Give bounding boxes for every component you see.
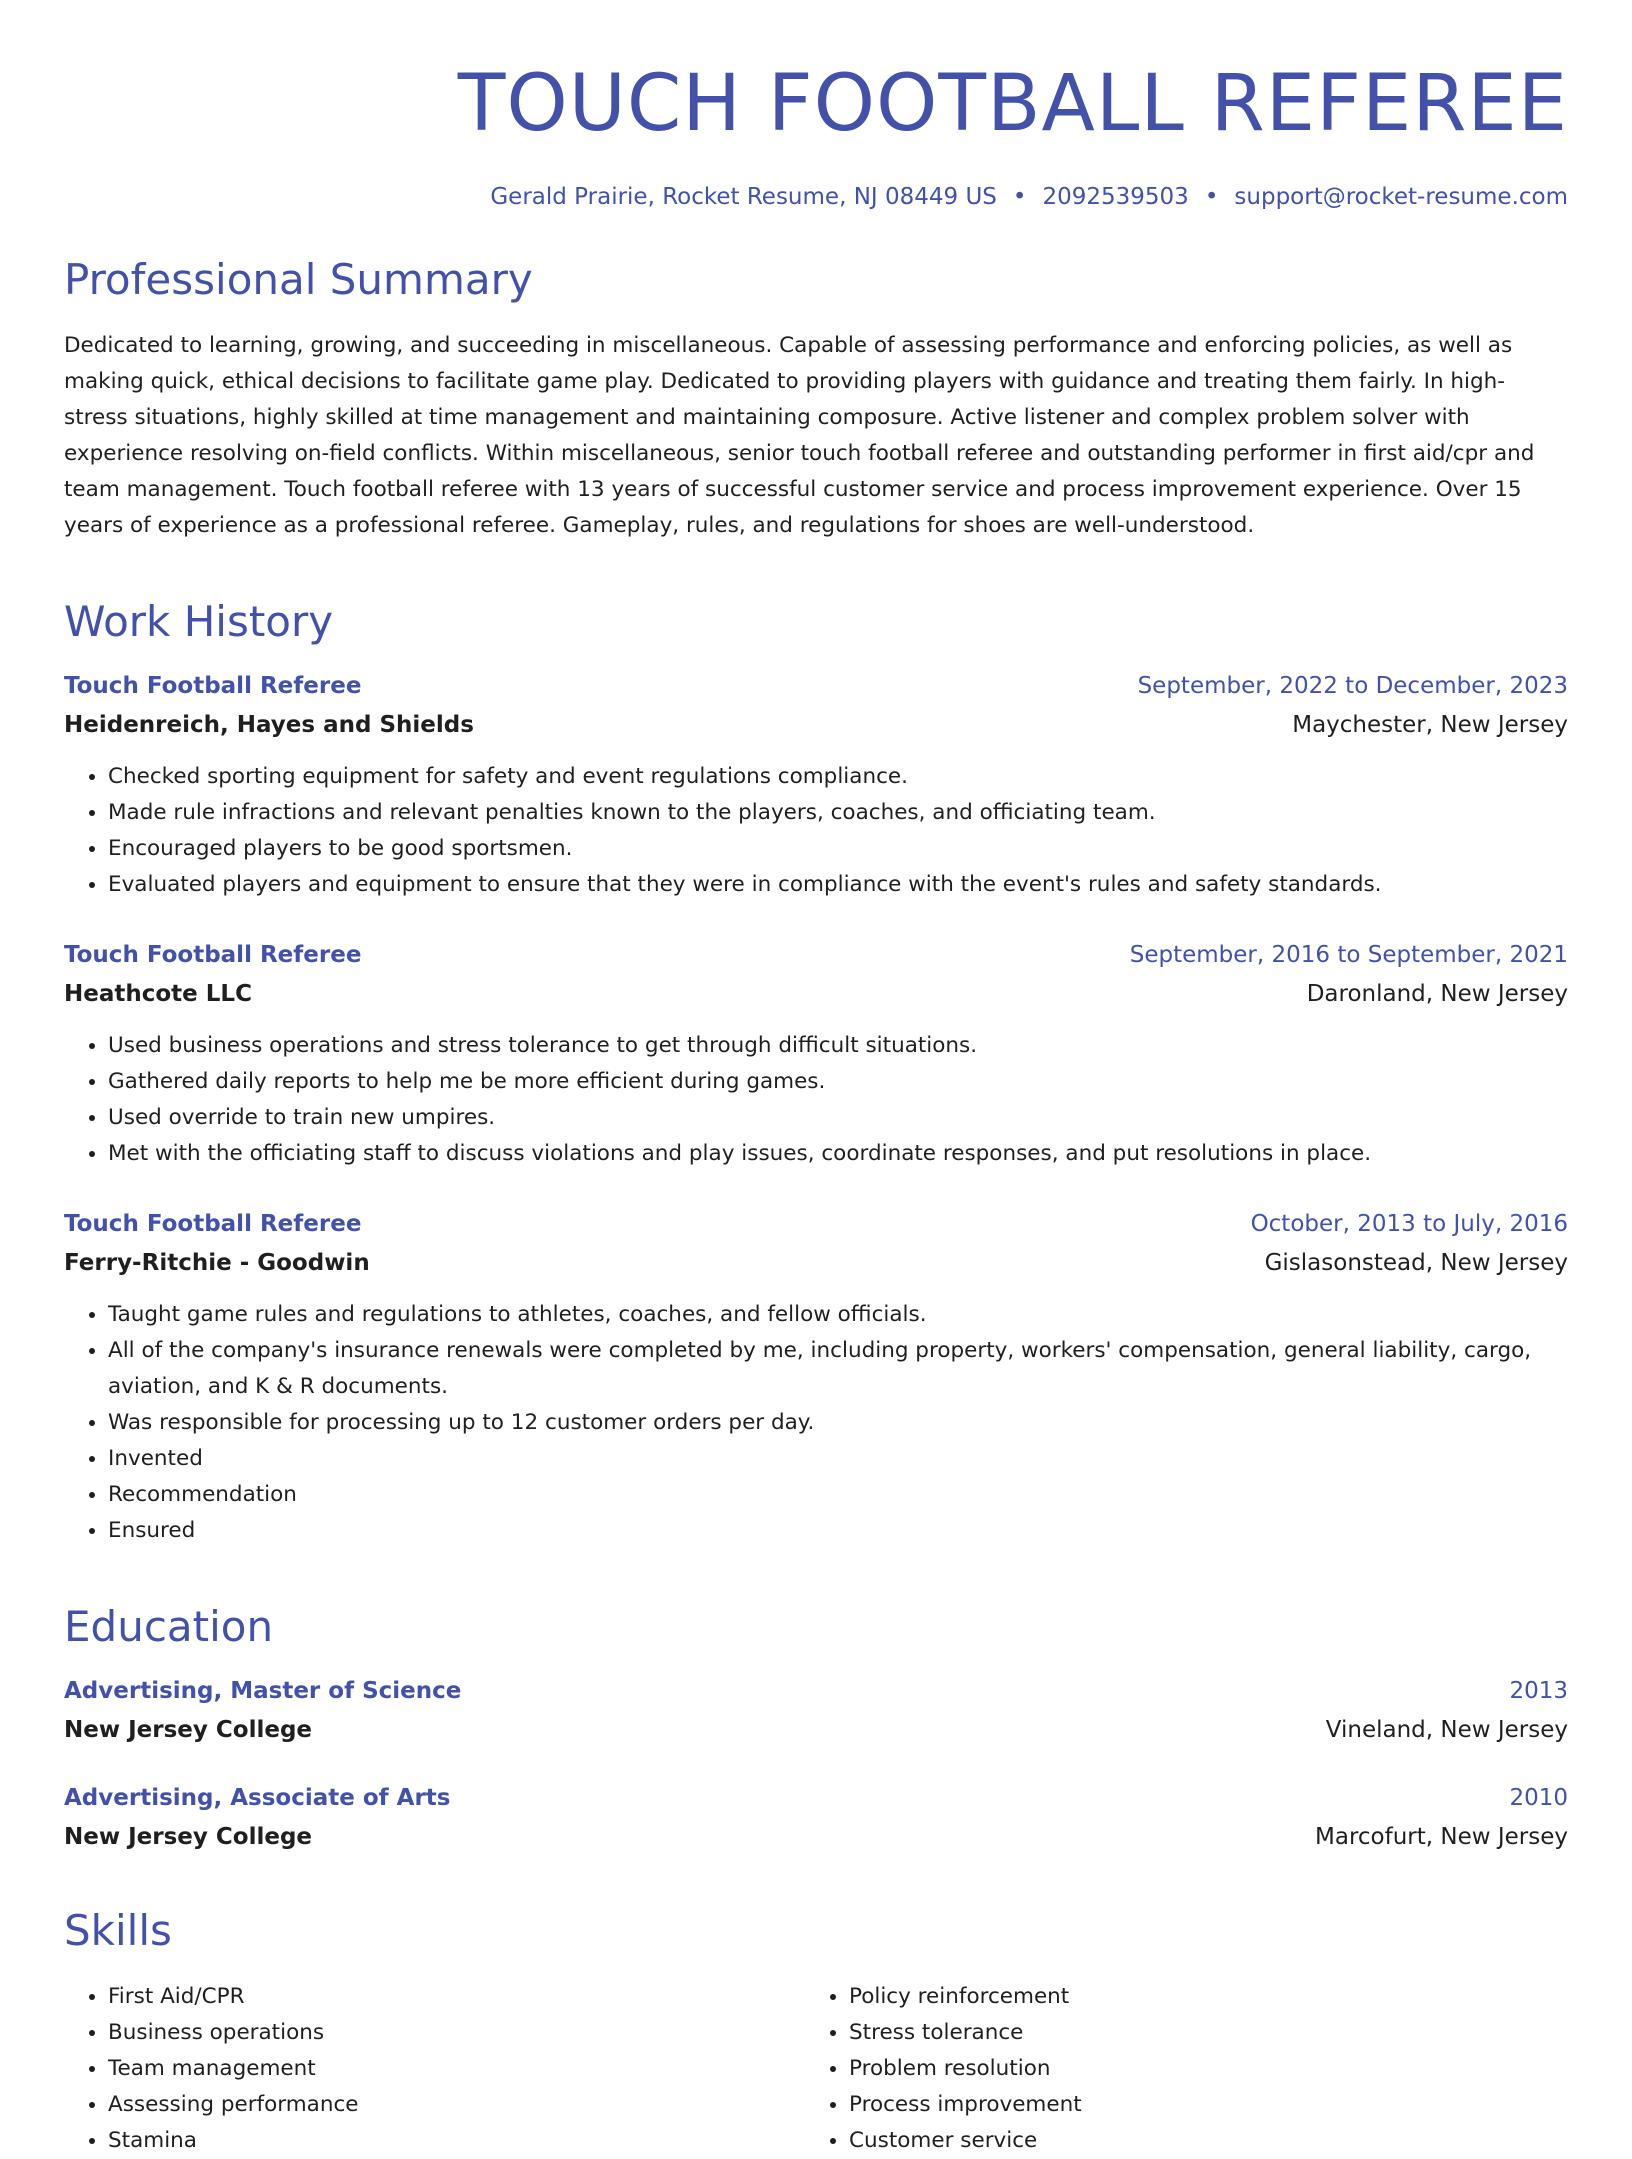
job-bullet: • Used override to train new umpires. [108,1100,1568,1136]
education-school: New Jersey College [64,1824,313,1850]
education-degree: Advertising, Associate of Arts [64,1785,451,1811]
education-year: 2013 [1509,1678,1568,1704]
job-dates: September, 2016 to September, 2021 [1129,942,1568,968]
job-bullet: • Invented [108,1441,1568,1477]
job-title: Touch Football Referee [64,1211,362,1237]
education-school: New Jersey College [64,1717,313,1743]
job-bullet: • Used business operations and stress tolerance to get through difficult situations. [108,1028,1568,1064]
job-bullet: • Recommendation [108,1477,1568,1513]
summary-heading: Professional Summary [64,255,533,304]
education-entry [64,1675,1568,1746]
job-bullets [64,1297,1568,1549]
summary-text: Dedicated to learning, growing, and succeeding in miscellaneous. Capable of assessing performance and enforcing policies, as well as making quick, ethical decisions to facilitate game play. Dedicated to providing players with guidance and treating them fairly. In high-stress situations, highly skilled at time management and maintaining composure. Active listener and complex problem solver with experience resolving on-field conflicts. Within miscellaneous, senior touch football referee and outstanding performer in first aid/cpr and team management. Touch football referee with 13 years of successful customer service and process improvement experience. Over 15 years of experience as a professional referee. Gameplay, rules, and regulations for shoes are well-understood. [64,333,1535,538]
contact-separator: • [1204,184,1219,210]
work-history-heading: Work History [64,597,334,646]
job-location: Gislasonstead, New Jersey [1264,1250,1568,1276]
skill-item: • Policy reinforcement [849,1979,1546,2015]
contact-email: support@rocket-resume.com [1234,184,1568,210]
job-bullets [64,759,1568,903]
skill-item: • Process improvement [849,2087,1546,2123]
skill-item: • Stamina [108,2123,805,2159]
job-bullet: • All of the company's insurance renewals were completed by me, including property, workers' compensation, general liability, cargo, aviation, and K & R documents. [108,1333,1568,1405]
contact-phone: 2092539503 [1042,184,1189,210]
job-dates: September, 2022 to December, 2023 [1137,673,1568,699]
contact-address: Gerald Prairie, Rocket Resume, NJ 08449 US [490,184,997,210]
skill-item: • Problem resolution [849,2051,1546,2087]
job-bullets [64,1028,1568,1172]
education-entry [64,1782,1568,1853]
job-entry [64,939,1568,1172]
job-title: Touch Football Referee [64,942,362,968]
skills-list-right [805,1979,1546,2159]
job-bullet: • Evaluated players and equipment to ensure that they were in compliance with the event's rules and safety standards. [108,867,1568,903]
job-bullet: • Gathered daily reports to help me be more efficient during games. [108,1064,1568,1100]
skills-columns [64,1979,1568,2159]
job-location: Daronland, New Jersey [1306,981,1568,1007]
education-degree: Advertising, Master of Science [64,1678,462,1704]
job-company: Heidenreich, Hayes and Shields [64,712,474,738]
job-bullet: • Made rule infractions and relevant penalties known to the players, coaches, and officiating team. [108,795,1568,831]
education-location: Marcofurt, New Jersey [1315,1824,1568,1850]
job-entry [64,1208,1568,1549]
education-heading: Education [64,1602,274,1651]
job-title: Touch Football Referee [64,673,362,699]
skill-item: • Customer service [849,2123,1546,2159]
job-entry [64,670,1568,903]
skill-item: • Assessing performance [108,2087,805,2123]
job-bullet: • Was responsible for processing up to 12 customer orders per day. [108,1405,1568,1441]
education-year: 2010 [1509,1785,1568,1811]
job-dates: October, 2013 to July, 2016 [1250,1211,1568,1237]
skill-item: • First Aid/CPR [108,1979,805,2015]
job-location: Maychester, New Jersey [1292,712,1568,738]
job-bullet: • Met with the officiating staff to discuss violations and play issues, coordinate responses, and put resolutions in place. [108,1136,1568,1172]
job-company: Ferry-Ritchie - Goodwin [64,1250,370,1276]
job-bullet: • Checked sporting equipment for safety and event regulations compliance. [108,759,1568,795]
job-bullet: • Encouraged players to be good sportsmen. [108,831,1568,867]
skills-list-left [64,1979,805,2159]
job-bullet: • Ensured [108,1513,1568,1549]
job-company: Heathcote LLC [64,981,252,1007]
contact-line [64,184,1568,210]
skills-heading: Skills [64,1906,172,1955]
skill-item: • Team management [108,2051,805,2087]
contact-separator: • [1012,184,1027,210]
resume-title: TOUCH FOOTBALL REFEREE [457,59,1568,149]
skill-item: • Business operations [108,2015,805,2051]
job-bullet: • Taught game rules and regulations to athletes, coaches, and fellow officials. [108,1297,1568,1333]
skill-item: • Stress tolerance [849,2015,1546,2051]
education-location: Vineland, New Jersey [1325,1717,1568,1743]
